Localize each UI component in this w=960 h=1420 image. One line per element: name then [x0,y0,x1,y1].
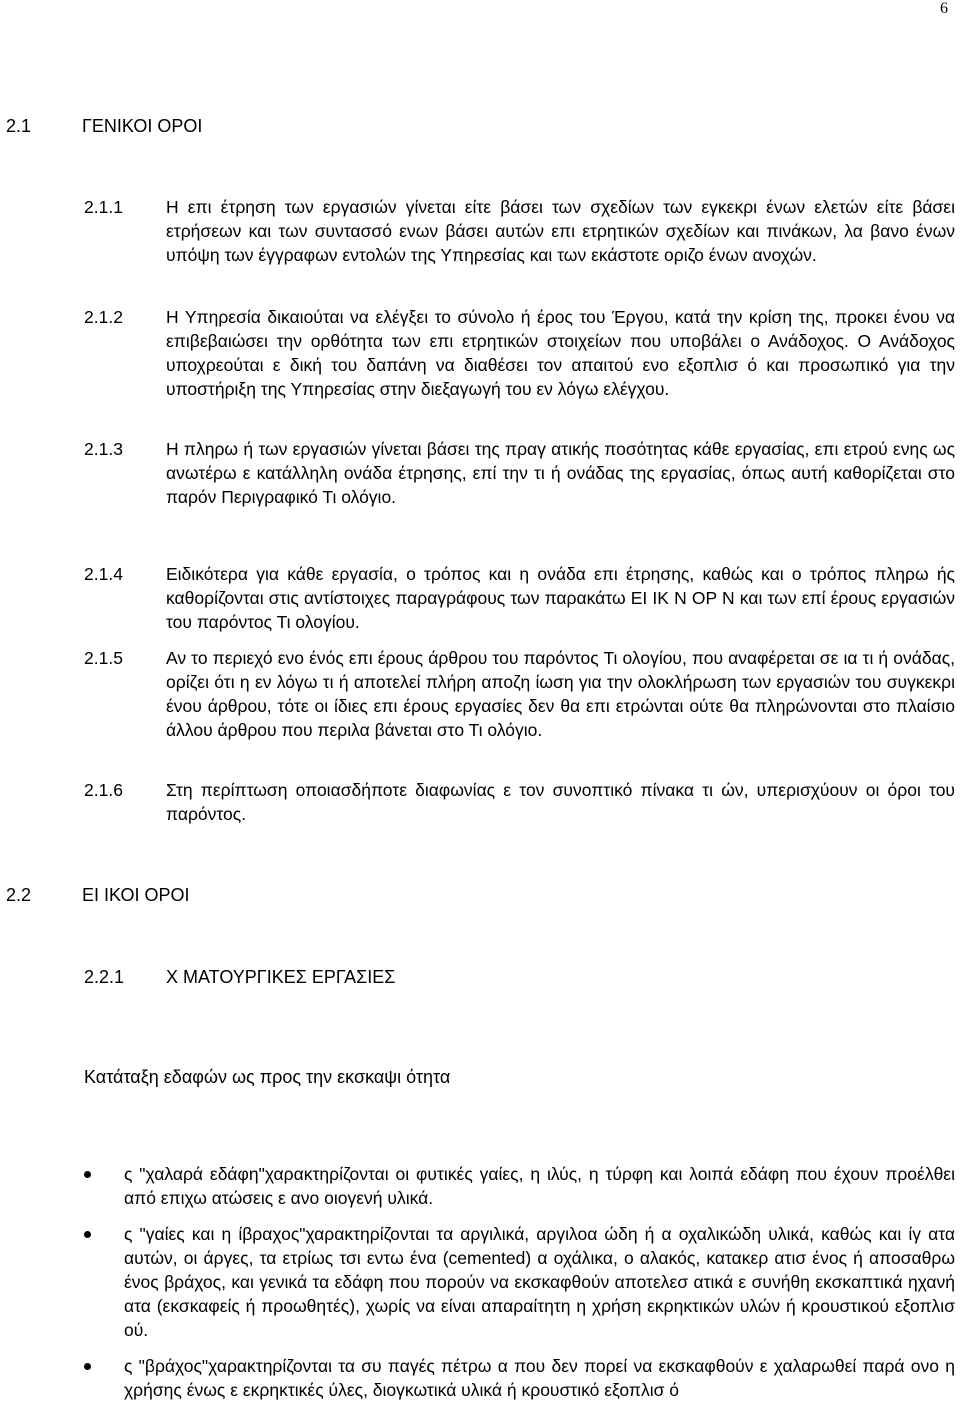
clause-2-1-1 [84,195,955,267]
list-item-text: ς "βράχος"χαρακτηρίζονται τα συ παγές πέτρω α που δεν πορεί να εκσκαφθούν ε χαλαρωθεί παρά ονο η χρήσης ένως ε εκρηκτικές ύλες, διογκωτικά υλικά ή κρουστικό εξοπλισ ό [124,1356,955,1400]
classification-list [84,1162,955,1402]
clause-2-1-6 [84,778,955,826]
list-item-text: ς "γαίες και η ίβραχος"χαρακτηρίζονται τα αργιλικά, αργιλοα ώδη ή α οχαλικώδη υλικά, καθώς και ίγ ατα αυτών, οι άργες, τα ετρίως τσι εντω ένα (cemented) α οχάλικα, ο αλακός, κατακερ ατισ ένος ή αποσαθρω ένος βράχος, και γενικά τα εδάφη που πορούν να εκσκαφθούν αποτελεσ ατικά ε συνήθη εκσκαπτικά ηχανή ατα (εκσκαφείς ή προωθητές), χωρίς να είναι απαραίτητη η χρήση εκρηκτικών υλών ή κρουστικού εξοπλισ ού. [124,1224,955,1340]
bullet-icon [84,1171,91,1178]
clause-2-1-2 [84,305,955,401]
list-item [84,1354,955,1402]
clause-2-1-3 [84,437,955,509]
subsection-heading [84,964,395,990]
clause-number: 2.1.5 [84,648,123,668]
section-number: 2.1 [6,116,32,136]
subsection-number: 2.2.1 [84,967,125,987]
classification-title: Κατάταξη εδαφών ως προς την εκσκαψι ότητα [84,1067,451,1087]
clause-number: 2.1.6 [84,780,123,800]
section-heading-general [6,113,202,139]
clause-number: 2.1.1 [84,197,123,217]
list-item-text: ς "χαλαρά εδάφη"χαρακτηρίζονται οι φυτικές γαίες, η ιλύς, η τύρφη και λοιπά εδάφη που έχουν προέλθει από επιχω ατώσεις ε ανο οιογενή υλικά. [124,1164,955,1208]
clause-text: Η πληρω ή των εργασιών γίνεται βάσει της πραγ ατικής ποσότητας κάθε εργασίας, επι ετρού ενης ως ανωτέρω ε κατάλληλη ονάδα έτρησης, επί την τι ή ονάδας της εργασίας, όπως αυτή καθορίζεται στο παρόν Περιγραφικό Τι ολόγιο. [166,439,955,507]
bullet-icon [84,1363,91,1370]
page-number: 6 [940,0,948,17]
section-number: 2.2 [6,885,32,905]
section-heading-special [6,882,189,908]
clause-text: Η Υπηρεσία δικαιούται να ελέγξει το σύνολο ή έρος του Έργου, κατά την κρίση της, προκει ένου να επιβεβαιώσει την ορθότητα των επι ετρητικών στοιχείων που υποβάλει ο Ανάδοχος. Ο Ανάδοχος υποχρεούται ε δική του δαπάνη να διαθέσει τον απαιτού ενο εξοπλισ ό και προσωπικό για την υποστήριξη της Υπηρεσίας στην διεξαγωγή του εν λόγω ελέγχου. [166,307,955,399]
clause-2-1-5 [84,646,955,742]
clause-text: Η επι έτρηση των εργασιών γίνεται είτε βάσει των σχεδίων των εγκεκρι ένων ελετών είτε βάσει ετρήσεων και των συντασσό ενων βάσει αυτών επι ετρητικών σχεδίων και πινάκων, λα βανο ένων υπόψη των έγγραφων εντολών της Υπηρεσίας και των εκάστοτε οριζο ένων ανοχών. [166,197,955,265]
clause-text: Στη περίπτωση οποιασδήποτε διαφωνίας ε τον συνοπτικό πίνακα τι ών, υπερισχύουν οι όροι του παρόντος. [166,780,955,824]
clause-number: 2.1.2 [84,307,123,327]
list-item [84,1222,955,1342]
bullet-icon [84,1231,91,1238]
clause-text: Ειδικότερα για κάθε εργασία, ο τρόπος και η ονάδα επι έτρησης, καθώς και ο τρόπος πληρω ής καθορίζονται στις αντίστοιχες παραγράφους των παρακάτω ΕΙ ΙΚ Ν ΟΡ Ν και των επί έρους εργασιών του παρόντος Τι ολογίου. [166,564,955,632]
clause-number: 2.1.3 [84,439,123,459]
clause-number: 2.1.4 [84,564,123,584]
section-title: ΕΙ ΙΚΟΙ ΟΡΟΙ [82,885,190,905]
clause-2-1-4 [84,562,955,634]
list-item [84,1162,955,1210]
subsection-title: Χ ΜΑΤΟΥΡΓΙΚΕΣ ΕΡΓΑΣΙΕΣ [166,967,396,987]
section-title: ΓΕΝΙΚΟΙ ΟΡΟΙ [82,116,203,136]
clause-text: Αν το περιεχό ενο ένός επι έρους άρθρου του παρόντος Τι ολογίου, που αναφέρεται σε ια τι ή ονάδας, ορίζει ότι η εν λόγω τι ή αποτελεί πλήρη αποζη ίωση για την ολοκλήρωση των εργασιών του συγκεκρι ένου άρθρου, τότε οι ίδιες επι έρους εργασίες δεν θα επι ετρώνται ούτε θα πληρώνονται στο πλαίσιο άλλου άρθρου που περιλα βάνεται στο Τι ολόγιο. [166,648,955,740]
